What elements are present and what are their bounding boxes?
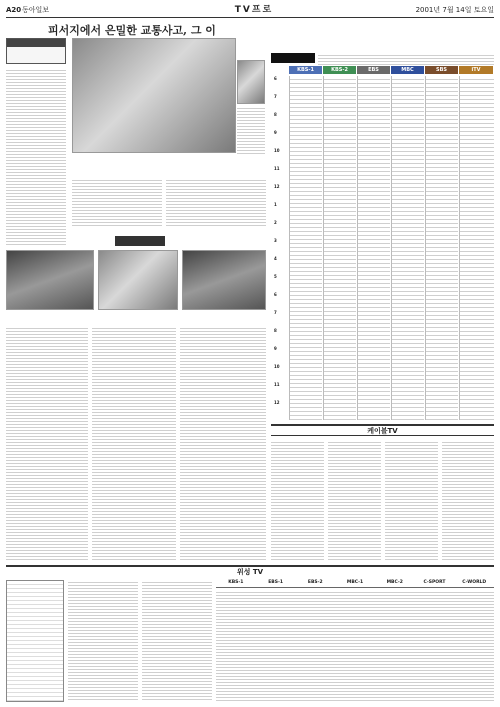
hour-tick: 10 xyxy=(274,364,280,369)
channel-mbc-header: MBC xyxy=(391,66,424,74)
photo-3 xyxy=(182,250,266,310)
hour-tick: 9 xyxy=(274,346,277,351)
lower-article-1 xyxy=(6,326,88,560)
masthead-rule xyxy=(6,17,494,18)
hour-tick: 9 xyxy=(274,130,277,135)
review-heading-2 xyxy=(180,162,262,170)
program-column-kbs1 xyxy=(289,76,322,420)
grid-hour-column xyxy=(272,76,286,416)
channel-header-row xyxy=(289,66,494,74)
page-number: A20 xyxy=(6,6,22,14)
cable-tv-title: 케이블TV xyxy=(367,427,398,435)
cable-listing-3 xyxy=(385,440,438,562)
tv-grid-title xyxy=(271,53,315,63)
channel-ebs-header: EBS xyxy=(357,66,390,74)
hour-tick: 11 xyxy=(274,382,280,387)
hour-tick: 4 xyxy=(274,256,277,261)
program-column-kbs2 xyxy=(323,76,356,420)
program-column-mbc xyxy=(391,76,424,420)
hour-tick: 6 xyxy=(274,292,277,297)
cable-tv-header xyxy=(271,424,494,436)
hour-tick: 8 xyxy=(274,112,277,117)
hour-tick: 6 xyxy=(274,76,277,81)
masthead xyxy=(6,4,494,16)
tv-grid-legend xyxy=(318,53,494,65)
feature-photo xyxy=(72,38,236,153)
hour-tick: 12 xyxy=(274,184,280,189)
channel-kbs2-header: KBS-2 xyxy=(323,66,356,74)
feature-article-text xyxy=(6,68,66,246)
section-title: TV프로 xyxy=(234,5,274,15)
program-column-itv xyxy=(459,76,494,420)
satellite-tv-title: 위성 TV xyxy=(236,568,264,576)
photo-2 xyxy=(98,250,178,310)
satellite-tv-header xyxy=(6,565,494,577)
program-column-sbs xyxy=(425,76,458,420)
hour-tick: 3 xyxy=(274,238,277,243)
sat-ch-5: MBC-2 xyxy=(375,580,415,588)
satellite-header-row xyxy=(216,580,494,588)
portrait-photo xyxy=(237,60,265,104)
review-text-2 xyxy=(166,178,266,226)
program-column-ebs xyxy=(357,76,390,420)
feature-box xyxy=(6,38,66,64)
bottom-left-ad xyxy=(6,580,64,702)
review-heading-1 xyxy=(100,162,172,170)
headline: 피서지에서 은밀한 교통사고, 그 이 xyxy=(48,24,216,37)
program-list-a xyxy=(68,580,138,702)
hour-tick: 7 xyxy=(274,310,277,315)
hour-tick: 8 xyxy=(274,328,277,333)
sidebar-text xyxy=(237,106,265,156)
hour-tick: 11 xyxy=(274,166,280,171)
cable-listing-1 xyxy=(271,440,324,562)
channel-itv-header: iTV xyxy=(459,66,493,74)
hour-tick: 10 xyxy=(274,148,280,153)
channel-kbs1-header: KBS-1 xyxy=(289,66,322,74)
channel-sbs-header: SBS xyxy=(425,66,458,74)
photo-1 xyxy=(6,250,94,310)
hour-tick: 2 xyxy=(274,220,277,225)
paper-name: 동아일보 xyxy=(22,6,50,14)
cable-listing-2 xyxy=(328,440,381,562)
sat-ch-1: KBS-1 xyxy=(216,580,256,588)
sat-ch-7: C-WORLD xyxy=(454,580,494,588)
hour-tick: 1 xyxy=(274,202,277,207)
lower-article-3 xyxy=(180,326,266,560)
sat-ch-2: EBS-1 xyxy=(256,580,296,588)
hour-tick: 5 xyxy=(274,274,277,279)
satellite-listings xyxy=(216,590,494,702)
review-text-1 xyxy=(72,178,162,226)
sat-ch-6: C-SPORT xyxy=(415,580,455,588)
lower-article-2 xyxy=(92,326,176,560)
program-list-b xyxy=(142,580,212,702)
hour-tick: 7 xyxy=(274,94,277,99)
hour-tick: 12 xyxy=(274,400,280,405)
sat-ch-3: EBS-2 xyxy=(295,580,335,588)
sub-section-bar xyxy=(115,236,165,246)
sat-ch-4: MBC-1 xyxy=(335,580,375,588)
issue-date: 2001년 7월 14일 토요일 xyxy=(415,6,494,14)
cable-listing-4 xyxy=(442,440,494,562)
feature-box-title xyxy=(7,39,65,47)
